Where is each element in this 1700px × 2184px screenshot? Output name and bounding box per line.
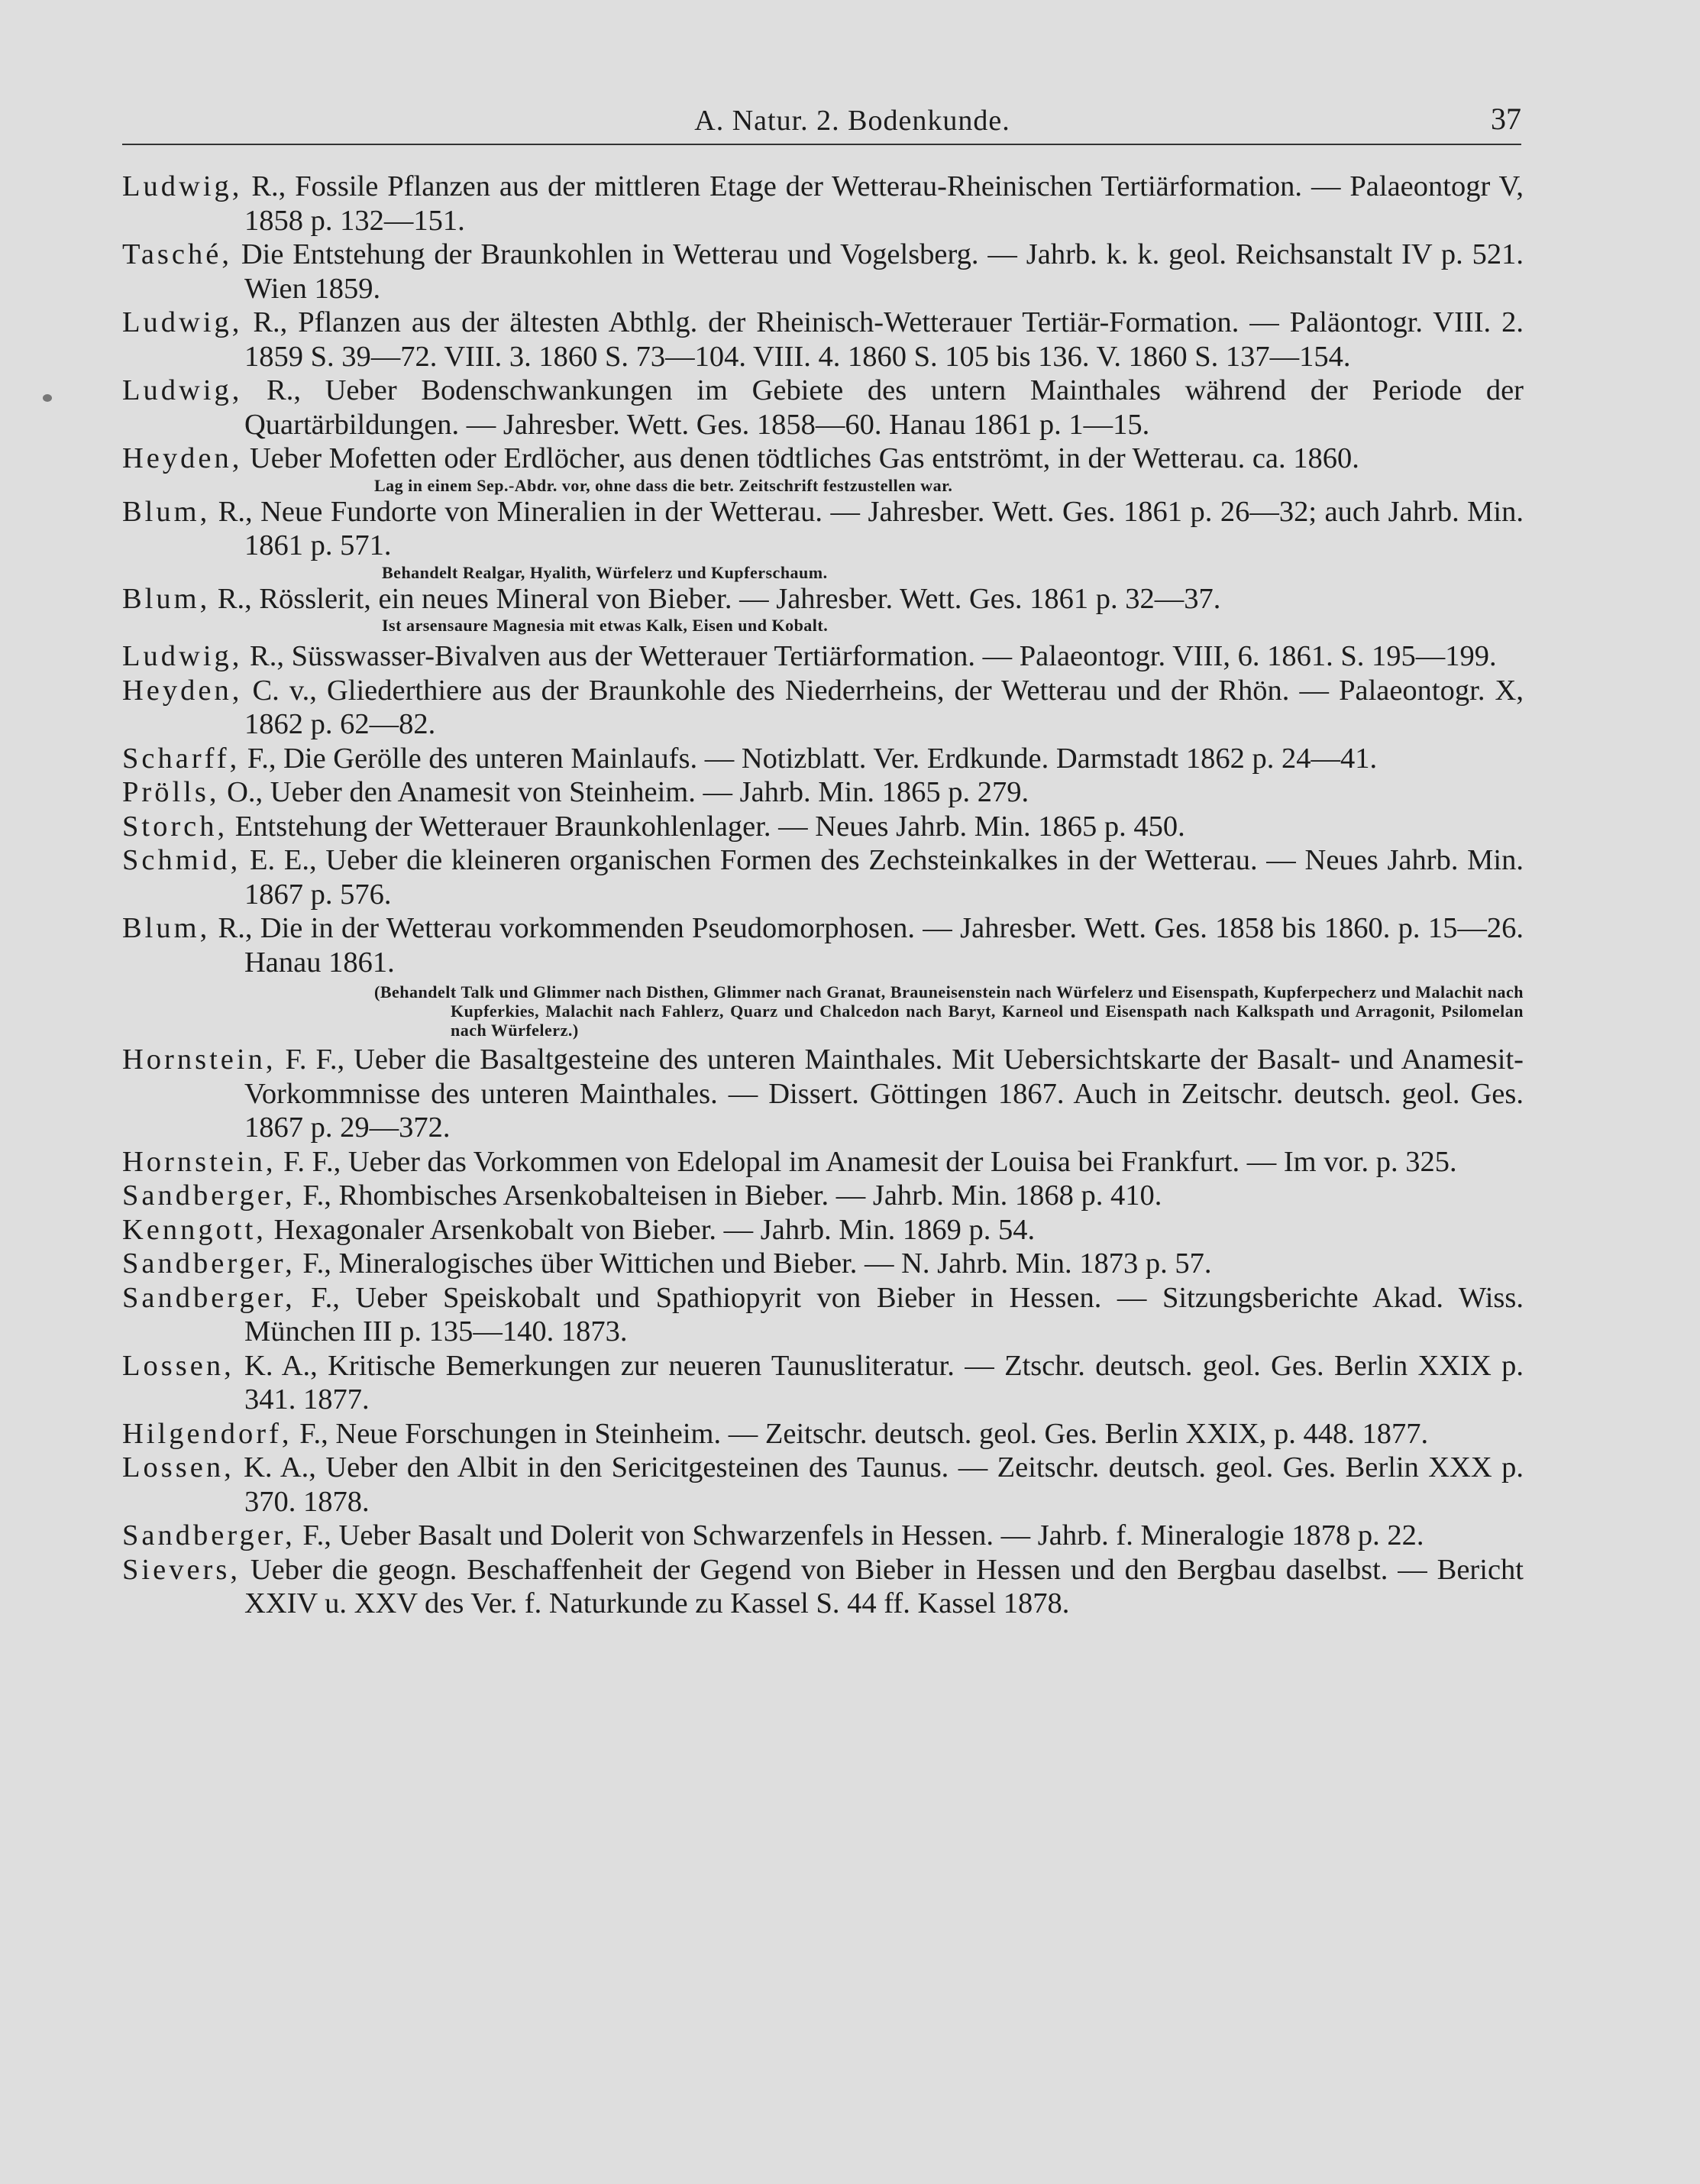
entry-author: Sandberger, bbox=[122, 1247, 296, 1280]
entry-author: Prölls, bbox=[122, 776, 220, 808]
entry-text: F., Ueber Speiskobalt und Spathiopyrit von Bieber in Hessen. — Sitzungsberichte Akad. Wiss. München III p. 135—140. 1873. bbox=[244, 1281, 1524, 1348]
bibliography-entry bbox=[122, 582, 1524, 616]
bibliography-entry bbox=[122, 1247, 1524, 1281]
entry-text: E. E., Ueber die kleineren organischen Formen des Zechsteinkalkes in der Wetterau. — Neues Jahrb. Min. 1867 p. 576. bbox=[241, 844, 1524, 911]
bibliography-entry bbox=[122, 1451, 1524, 1519]
bibliography-entry bbox=[122, 1213, 1524, 1247]
bibliography-entry bbox=[122, 1145, 1524, 1179]
bibliography-entry bbox=[122, 911, 1524, 979]
bibliography-entry bbox=[122, 775, 1524, 810]
entry-text: K. A., Ueber den Albit in den Sericitgesteinen des Taunus. — Zeitschr. deutsch. geol. Ges. Berlin XXX p. 370. 1878. bbox=[234, 1451, 1524, 1518]
bibliography-entry bbox=[122, 1553, 1524, 1621]
entry-text: Ueber die geogn. Beschaffenheit der Gegend von Bieber in Hessen und den Bergbau daselbst. — Bericht XXIV u. XXV des Ver. f. Naturkunde zu Kassel S. 44 ff. Kassel 1878. bbox=[240, 1553, 1524, 1619]
entry-author: Heyden, bbox=[122, 674, 243, 707]
bibliography-entry bbox=[122, 1281, 1524, 1349]
bibliography-entry bbox=[122, 374, 1524, 442]
bibliography-entry bbox=[122, 742, 1524, 776]
bibliography-entry bbox=[122, 1519, 1524, 1553]
entry-note: Lag in einem Sep.-Abdr. vor, ohne dass die betr. Zeitschrift festzustellen war. bbox=[374, 475, 953, 495]
entry-author: Blum, bbox=[122, 495, 211, 528]
entry-text: R., Neue Fundorte von Mineralien in der Wetterau. — Jahresber. Wett. Ges. 1861 p. 26—32; auch Jahrb. Min. 1861 p. 571. bbox=[210, 495, 1524, 561]
bibliography-entry bbox=[122, 1043, 1524, 1145]
entry-author: Blum, bbox=[122, 912, 211, 944]
entry-text: O., Ueber den Anamesit von Steinheim. — Jahrb. Min. 1865 p. 279. bbox=[219, 776, 1029, 808]
entry-author: Lossen, bbox=[122, 1349, 234, 1382]
entry-author: Hilgendorf, bbox=[122, 1417, 292, 1450]
running-head: A. Natur. 2. Bodenkunde. bbox=[694, 105, 1010, 137]
bibliography-entry bbox=[122, 1417, 1524, 1451]
entry-author: Sievers, bbox=[122, 1553, 241, 1586]
entry-text: Entstehung der Wetterauer Braunkohlenlager. — Neues Jahrb. Min. 1865 p. 450. bbox=[228, 810, 1185, 843]
bibliography-entry bbox=[122, 1179, 1524, 1213]
entry-text: F., Mineralogisches über Wittichen und Bieber. — N. Jahrb. Min. 1873 p. 57. bbox=[295, 1247, 1212, 1280]
entry-author: Sandberger, bbox=[122, 1281, 296, 1314]
bibliography-entry bbox=[122, 170, 1524, 238]
entry-author: Storch, bbox=[122, 810, 228, 843]
entry-text: R., Die in der Wetterau vorkommenden Pseudomorphosen. — Jahresber. Wett. Ges. 1858 bis 1860. p. 15—26. Hanau 1861. bbox=[210, 912, 1524, 979]
margin-mark bbox=[43, 394, 52, 402]
entry-author: Blum, bbox=[122, 582, 211, 615]
bibliography-entry bbox=[122, 674, 1524, 742]
entry-text: Ueber Mofetten oder Erdlöcher, aus denen tödtliches Gas entströmt, in der Wetterau. ca. 1860. bbox=[242, 442, 1359, 474]
entry-text: R., Rösslerit, ein neues Mineral von Bieber. — Jahresber. Wett. Ges. 1861 p. 32—37. bbox=[210, 582, 1221, 615]
entry-note: Behandelt Realgar, Hyalith, Würfelerz und Kupferschaum. bbox=[382, 562, 828, 582]
entry-author: Ludwig, bbox=[122, 640, 243, 672]
entry-author: Schmid, bbox=[122, 844, 241, 876]
entry-text: F. F., Ueber die Basaltgesteine des unteren Mainthales. Mit Uebersichtskarte der Basalt- und Anamesit-Vorkommnisse des unteren Mainthales. — Dissert. Göttingen 1867. Auch in Zeitschr. deutsch. geol. Ges. 1867 p. 29—372. bbox=[244, 1043, 1524, 1144]
entry-text: Hexagonaler Arsenkobalt von Bieber. — Jahrb. Min. 1869 p. 54. bbox=[266, 1213, 1036, 1246]
bibliography-entry bbox=[122, 442, 1524, 476]
entry-author: Ludwig, bbox=[122, 374, 243, 406]
entry-author: Lossen, bbox=[122, 1451, 234, 1484]
entry-author: Hornstein, bbox=[122, 1043, 276, 1076]
entry-note: (Behandelt Talk und Glimmer nach Disthen, Glimmer nach Granat, Brauneisenstein nach Würfelerz und Eisenspath, Kupferpecherz und Malachit nach Kupferkies, Malachit nach Fahlerz, Quarz und Chalcedon nach Baryt, Karneol und Eisenspath nach Kalkspath und Arragonit, Psilomelan nach Würfelerz.) bbox=[374, 982, 1524, 1040]
page-header bbox=[122, 98, 1521, 145]
entry-note: Ist arsensaure Magnesia mit etwas Kalk, Eisen und Kobalt. bbox=[382, 616, 829, 635]
bibliography-entry bbox=[122, 238, 1524, 306]
bibliography-entry bbox=[122, 843, 1524, 911]
entry-text: F. F., Ueber das Vorkommen von Edelopal im Anamesit der Louisa bei Frankfurt. — Im vor. p. 325. bbox=[276, 1145, 1457, 1178]
entry-author: Heyden, bbox=[122, 442, 243, 474]
entry-text: F., Die Gerölle des unteren Mainlaufs. — Notizblatt. Ver. Erdkunde. Darmstadt 1862 p. 24—41. bbox=[240, 742, 1378, 775]
entry-text: F., Rhombisches Arsenkobalteisen in Bieber. — Jahrb. Min. 1868 p. 410. bbox=[295, 1179, 1162, 1212]
entry-author: Kenngott, bbox=[122, 1213, 267, 1246]
entry-text: R., Fossile Pflanzen aus der mittleren Etage der Wetterau-Rheinischen Tertiärformation. — Palaeontogr V, 1858 p. 132—151. bbox=[242, 170, 1524, 237]
entry-text: C. v., Gliederthiere aus der Braunkohle des Niederrheins, der Wetterau und der Rhön. — Palaeontogr. X, 1862 p. 62—82. bbox=[242, 674, 1524, 740]
entry-text: R., Süsswasser-Bivalven aus der Wetterauer Tertiärformation. — Palaeontogr. VIII, 6. 1861. S. 195—199. bbox=[242, 640, 1497, 672]
bibliography-entry bbox=[122, 495, 1524, 563]
entry-text: R., Ueber Bodenschwankungen im Gebiete des untern Mainthales während der Periode der Quartärbildungen. — Jahresber. Wett. Ges. 1858—60. Hanau 1861 p. 1—15. bbox=[242, 374, 1524, 441]
bibliography-entry bbox=[122, 1349, 1524, 1417]
entry-text: R., Pflanzen aus der ältesten Abthlg. der Rheinisch-Wetterauer Tertiär-Formation. — Paläontogr. VIII. 2. 1859 S. 39—72. VIII. 3. 1860 S. 73—104. VIII. 4. 1860 S. 105 bis 136. V. 1860 S. 137—154. bbox=[242, 306, 1524, 373]
entry-text: F., Neue Forschungen in Steinheim. — Zeitschr. deutsch. geol. Ges. Berlin XXIX, p. 448. 1877. bbox=[292, 1417, 1429, 1450]
entry-author: Ludwig, bbox=[122, 306, 243, 338]
entry-text: Die Entstehung der Braunkohlen in Wetterau und Vogelsberg. — Jahrb. k. k. geol. Reichsanstalt IV p. 521. Wien 1859. bbox=[231, 238, 1524, 305]
page-number: 37 bbox=[1491, 102, 1521, 136]
bibliography-list bbox=[122, 170, 1524, 1621]
bibliography-entry bbox=[122, 639, 1524, 674]
entry-author: Scharff, bbox=[122, 742, 241, 775]
entry-text: F., Ueber Basalt und Dolerit von Schwarzenfels in Hessen. — Jahrb. f. Mineralogie 1878 p. 22. bbox=[295, 1519, 1424, 1551]
entry-author: Tasché, bbox=[122, 238, 232, 270]
entry-author: Hornstein, bbox=[122, 1145, 276, 1178]
bibliography-entry bbox=[122, 306, 1524, 374]
bibliography-entry bbox=[122, 810, 1524, 844]
entry-author: Ludwig, bbox=[122, 170, 243, 202]
entry-text: K. A., Kritische Bemerkungen zur neueren Taunusliteratur. — Ztschr. deutsch. geol. Ges. Berlin XXIX p. 341. 1877. bbox=[234, 1349, 1524, 1416]
entry-author: Sandberger, bbox=[122, 1179, 296, 1212]
entry-author: Sandberger, bbox=[122, 1519, 296, 1551]
